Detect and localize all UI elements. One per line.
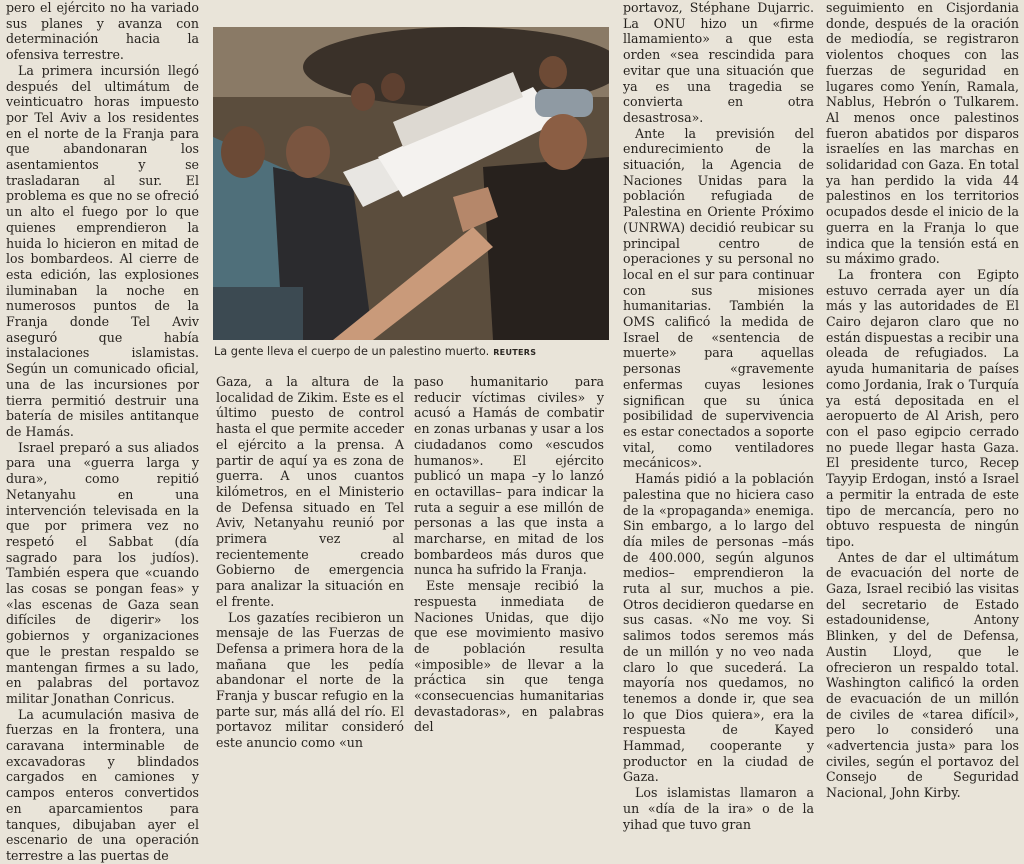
paragraph: La frontera con Egipto estuvo cerrada ayer un día más y las autoridades de El Cairo dejaron claro que no están dispuestas a recibir una oleada de refugiados. La ayuda humanitaria de países como Jordania, Irak o Turquía ya está depositada en el aeropuerto de Al Arish, pero con el paso egipcio cerrado no puede llegar hasta Gaza. El presidente turco, Recep Tayyip Erdogan, instó a Israel a permitir la entrada de este tipo de mercancía, pero no obtuvo respuesta de ningún tipo.: [826, 266, 1019, 549]
paragraph: La acumulación masiva de fuerzas en la frontera, una caravana interminable de excavadoras y blindados cargados en camiones y campos enteros convertidos en aparcamientos para tanques, dibujaban ayer el escenario de una operación terrestre a las puertas de: [6, 706, 199, 863]
article-column-2: [216, 374, 404, 751]
paragraph: Los gazatíes recibieron un mensaje de las Fuerzas de Defensa a primera hora de la mañana que les pedía abandonar el norte de la Franja y buscar refugio en la parte sur, más allá del río. El portavoz militar consideró este anuncio como «un: [216, 609, 404, 751]
caption-text: La gente lleva el cuerpo de un palestino muerto.: [214, 345, 490, 358]
paragraph: pero el ejército no ha variado sus planes y avanza con determinación hacia la ofensiva terrestre.: [6, 0, 199, 63]
paragraph: La primera incursión llegó después del ultimátum de veinticuatro horas impuesto por Tel Aviv a los residentes en el norte de la Franja para que abandonaran los asentamientos y se trasladaran al sur. El problema es que no se ofreció un alto el fuego por lo que quienes emprendieron la huida lo hicieron en mitad de los bombardeos. Al cierre de esta edición, las explosiones iluminaban la noche en numerosos puntos de la Franja donde Tel Aviv aseguró que había instalaciones islamistas. Según un comunicado oficial, una de las incursiones por tierra permitió destruir una batería de misiles antitanque de Hamás.: [6, 62, 199, 439]
paragraph: Antes de dar el ultimátum de evacuación del norte de Gaza, Israel recibió las visitas del secretario de Estado estadounidense, Antony Blinken, y del de Defensa, Austin Lloyd, que le ofrecieron un respaldo total. Washington calificó la orden de evacuación de un millón de civiles de «tarea difícil», pero lo consideró una «advertencia justa» para los civiles, según el portavoz del Consejo de Seguridad Nacional, John Kirby.: [826, 549, 1019, 801]
paragraph: Ante la previsión del endurecimiento de la situación, la Agencia de Naciones Unidas para la población refugiada de Palestina en Oriente Próximo (UNRWA) decidió reubicar su principal centro de operaciones y su personal no local en el sur para continuar con sus misiones humanitarias. También la OMS calificó la medida de Israel de «sentencia de muerte» para aquellas personas «gravemente enfermas cuyas lesiones significan que su única posibilidad de supervivencia es estar conectados a soporte vital, como ventiladores mecánicos».: [623, 125, 814, 471]
paragraph: portavoz, Stéphane Dujarric. La ONU hizo un «firme llamamiento» a que esta orden «sea rescindida para evitar que una situación que ya es una tragedia se convierta en otra desastrosa».: [623, 0, 814, 125]
paragraph: Israel preparó a sus aliados para una «guerra larga y dura», como repitió Netanyahu en una intervención televisada en la que por primera vez no respetó el Sabbat (día sagrado para los judíos). También espera que «cuando las cosas se pongan feas» y «las escenas de Gaza sean difíciles de digerir» los gobiernos y organizaciones que le prestan respaldo se mantengan firmes a su lado, en palabras del portavoz militar Jonathan Conricus.: [6, 439, 199, 706]
paragraph: paso humanitario para reducir víctimas civiles» y acusó a Hamás de combatir en zonas urbanas y usar a los ciudadanos como «escudos humanos». El ejército publicó un mapa –y lo lanzó en octavillas– para indicar la ruta a seguir a ese millón de personas a las que insta a marcharse, en mitad de los bombardeos más duros que nunca ha sufrido la Franja.: [414, 374, 604, 578]
paragraph: Gaza, a la altura de la localidad de Zikim. Este es el último puesto de control hasta el que permite acceder el ejército a la prensa. A partir de aquí ya es zona de guerra. A unos cuantos kilómetros, en el Ministerio de Defensa situado en Tel Aviv, Netanyahu reunió por primera vez al recientemente creado Gobierno de emergencia para analizar la situación en el frente.: [216, 374, 404, 609]
paragraph: Este mensaje recibió la respuesta inmediata de Naciones Unidas, que dijo que ese movimiento masivo de población resulta «imposible» de llevar a la práctica sin que tenga «consecuencias humanitarias devastadoras», en palabras del: [414, 578, 604, 735]
funeral-crowd-photo: [213, 27, 609, 340]
article-column-1: [6, 0, 199, 864]
paragraph: Hamás pidió a la población palestina que no hiciera caso de la «propaganda» enemiga. Sin embargo, a lo largo del día miles de personas –más de 400.000, según algunos medios– emprendieron la ruta al sur, muchos a pie. Otros decidieron quedarse en sus casas. «No me voy. Si salimos todos seremos más de un millón y no veo nada claro lo que sucederá. La mayoría nos quedamos, no tenemos a donde ir, que sea lo que Dios quiera», era la respuesta de Kayed Hammad, cooperante y productor en la ciudad de Gaza.: [623, 471, 814, 785]
paragraph: Los islamistas llamaron a un «día de la ira» o de la yihad que tuvo gran: [623, 785, 814, 832]
article-column-5: [826, 0, 1019, 801]
paragraph: seguimiento en Cisjordania donde, después de la oración de mediodía, se registraron violentos choques con las fuerzas de seguridad en lugares como Yenín, Ramala, Nablus, Hebrón o Tulkarem. Al menos once palestinos fueron abatidos por disparos israelíes en las marchas en solidaridad con Gaza. En total ya han perdido la vida 44 palestinos en los territorios ocupados desde el inicio de la guerra en la Franja lo que indica que la tensión está en su máximo grado.: [826, 0, 1019, 267]
photo-credit: REUTERS: [493, 348, 537, 357]
article-column-3: [414, 374, 604, 735]
article-column-4: [623, 0, 814, 832]
news-photo: [213, 27, 609, 340]
photo-caption: [214, 345, 610, 358]
